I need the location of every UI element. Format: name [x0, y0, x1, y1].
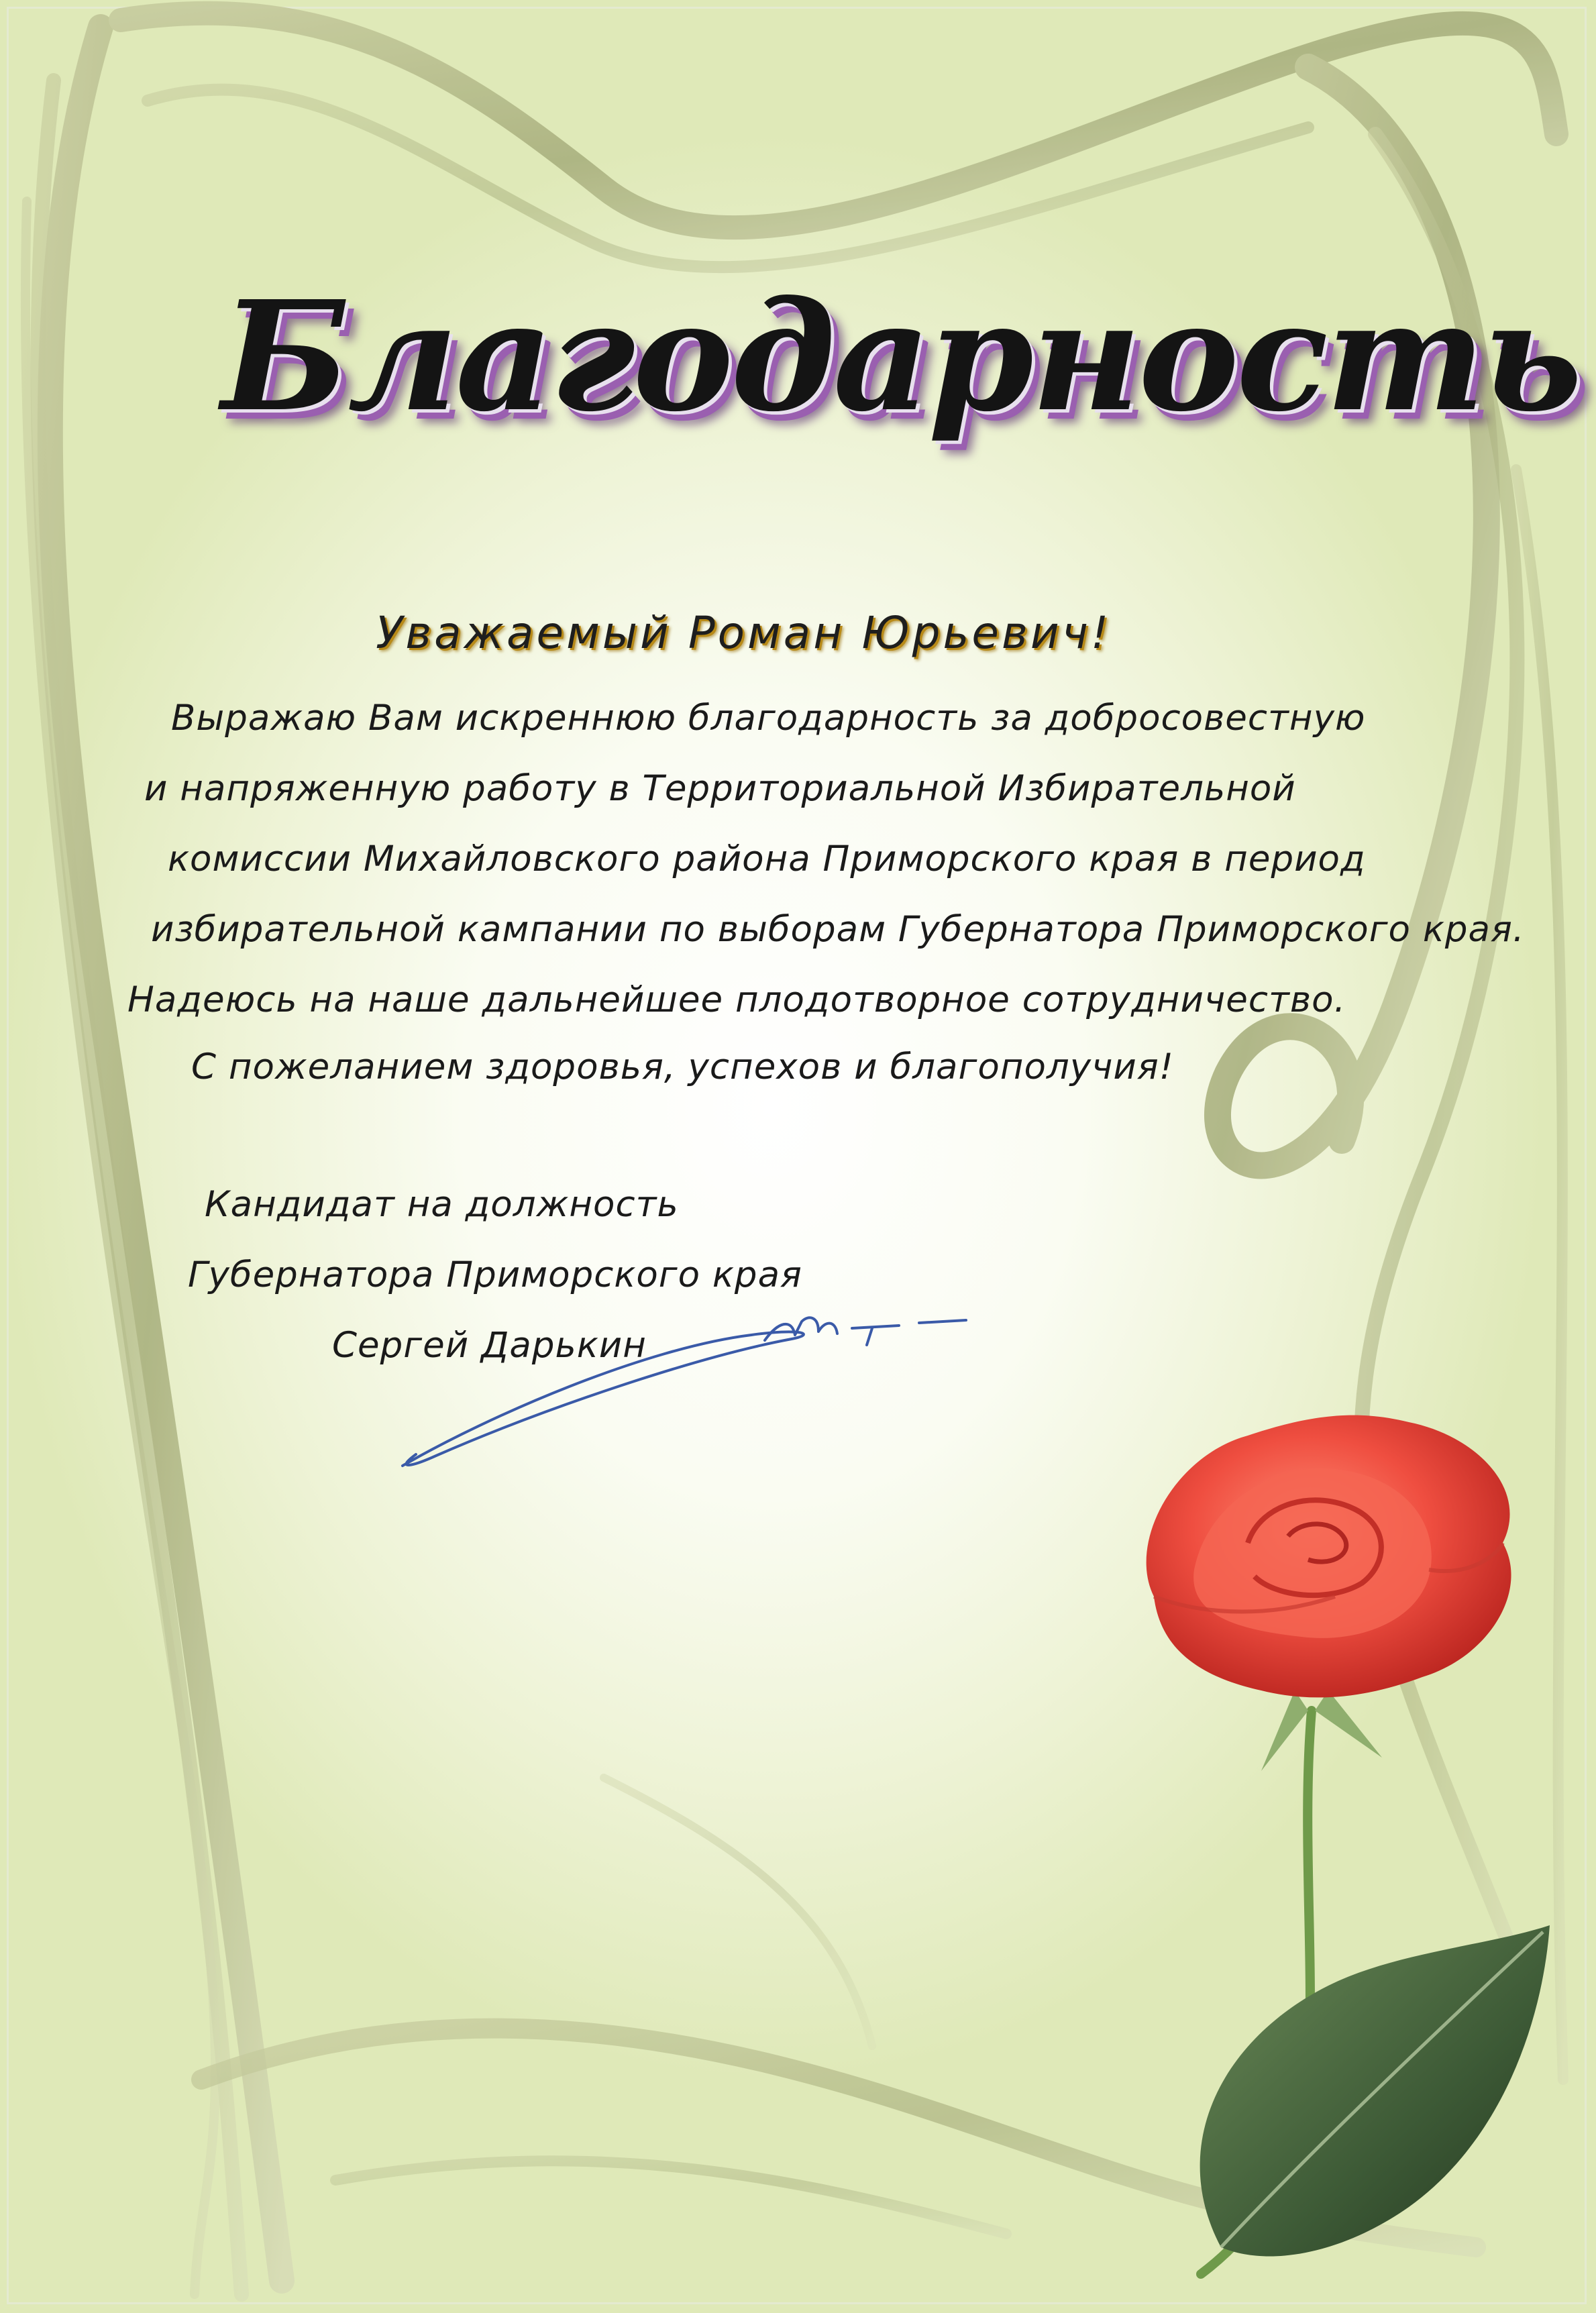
body-line-3: комиссии Михайловского района Приморского края в период — [168, 839, 1366, 879]
body-line-1: Выражаю Вам искреннюю благодарность за добросовестную — [171, 698, 1366, 739]
signatory-position: Кандидат на должность — [205, 1184, 679, 1225]
body-line-5: Надеюсь на наше дальнейшее плодотворное сотрудничество. — [127, 979, 1346, 1020]
body-line-6: С пожеланием здоровья, успехов и благополучия! — [191, 1046, 1174, 1087]
red-rose-icon — [1114, 1395, 1583, 2288]
body-line-4: избирательной кампании по выборам Губернатора Приморского края. — [151, 909, 1525, 950]
salutation: Уважаемый Роман Юрьевич! — [376, 607, 1112, 659]
signatory-office: Губернатора Приморского края — [188, 1254, 802, 1295]
handwritten-signature-icon — [389, 1295, 993, 1516]
body-line-2: и напряженную работу в Территориальной Избирательной — [144, 768, 1296, 809]
certificate-title: Благодарность — [221, 268, 1580, 445]
signatory-name: Сергей Дарькин — [332, 1325, 647, 1366]
